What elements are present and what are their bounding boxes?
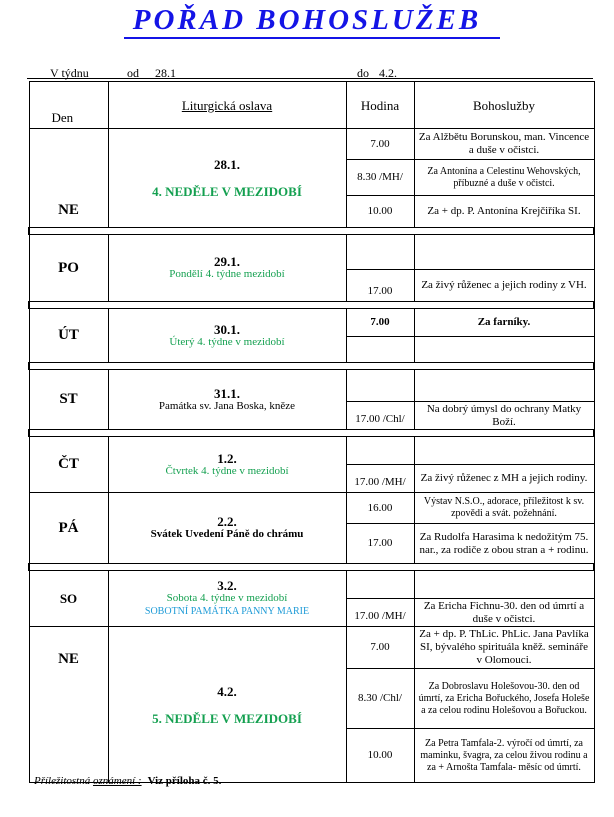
date: 31.1. (214, 385, 240, 401)
schedule-table (28, 81, 595, 783)
intention: Za + dp. P. ThLic. PhLic. Jana Pavlíka SI, bývalého spirituála kněž. semináře v Olomouci. (414, 627, 594, 669)
time: 17.00 /MH/ (346, 599, 414, 627)
intention: Za živý růženec a jejich rodiny z VH. (414, 270, 594, 302)
week-label: V týdnu (50, 66, 89, 80)
footer-label-prefix: Příležitostná (34, 775, 93, 787)
intention: Na dobrý úmysl do ochrany Matky Boží. (414, 402, 594, 430)
time: 17.00 /Chl/ (346, 402, 414, 430)
header-services: Bohoslužby (414, 82, 594, 129)
table-row (29, 627, 594, 669)
celebration-cell (108, 627, 346, 783)
header-row (29, 82, 594, 129)
celebration-cell (108, 437, 346, 493)
celebration-cell (108, 571, 346, 627)
intention: Za + dp. P. Antonína Krejčiříka SI. (414, 196, 594, 228)
celebration: Úterý 4. týdne v mezidobí (169, 335, 285, 348)
time: 16.00 (346, 493, 414, 524)
week-to-value: 4.2. (379, 66, 397, 80)
intention: Výstav N.S.O., adorace, příležitost k sv. zpovědi a svát. požehnání. (414, 493, 594, 524)
date: 30.1. (214, 321, 240, 337)
week-to-label: do (357, 66, 369, 80)
intention (414, 337, 594, 363)
time (346, 235, 414, 270)
intention: Za Antonína a Celestinu Wehovských, příbuzné a duše v očistci. (414, 160, 594, 196)
intention: Za Petra Tamfala-2. výročí od úmrtí, za maminku, švagra, za celou živou rodinu a za + Arnošta Tamfala- měsíc od úmrtí. (414, 729, 594, 783)
celebration: Sobota 4. týdne v mezidobí (166, 592, 288, 604)
celebration: 4. NEDĚLE V MEZIDOBÍ (152, 184, 302, 199)
date: 2.2. (217, 514, 237, 529)
time (346, 437, 414, 465)
page-title: POŘAD BOHOSLUŽEB (132, 4, 482, 36)
date: 1.2. (217, 450, 237, 466)
time: 17.00 (346, 270, 414, 302)
table-row (29, 309, 594, 337)
time: 8.30 /Chl/ (346, 669, 414, 729)
date: 4.2. (217, 683, 237, 699)
celebration-cell (108, 493, 346, 564)
celebration: Čtvrtek 4. týdne v mezidobí (165, 464, 289, 477)
intention: Za farníky. (414, 309, 594, 337)
week-from-label: od (127, 66, 139, 80)
celebration: Svátek Uvedení Páně do chrámu (150, 528, 304, 540)
week-from-value: 28.1 (155, 66, 176, 80)
celebration-cell (108, 129, 346, 228)
footer-label (34, 775, 142, 787)
date: 29.1. (214, 254, 240, 269)
table-row (29, 571, 594, 599)
date: 28.1. (214, 157, 240, 172)
celebration: 5. NEDĚLE V MEZIDOBÍ (152, 710, 302, 726)
intention (414, 235, 594, 270)
time: 17.00 (346, 524, 414, 564)
footer-label-underlined: oznámení : (92, 775, 142, 787)
table-row (29, 129, 594, 160)
day-name: SO (29, 571, 108, 627)
celebration-secondary: SOBOTNÍ PAMÁTKA PANNY MARIE (144, 606, 310, 617)
intention (414, 437, 594, 465)
intention (414, 370, 594, 402)
table-row (29, 493, 594, 524)
time: 7.00 (346, 309, 414, 337)
day-name: NE (29, 627, 108, 783)
intention: Za Alžbětu Borunskou, man. Vincence a duše v očistci. (414, 129, 594, 160)
celebration-cell (108, 370, 346, 430)
day-name: PÁ (29, 493, 108, 564)
day-name: ST (29, 370, 108, 430)
intention (414, 571, 594, 599)
time: 8.30 /MH/ (346, 160, 414, 196)
date: 3.2. (217, 578, 237, 593)
time: 17.00 /MH/ (346, 465, 414, 493)
intention: Za Rudolfa Harasima k nedožitým 75. nar., za rodiče z obou stran a + rodinu. (414, 524, 594, 564)
week-line (27, 78, 593, 79)
time (346, 337, 414, 363)
celebration-cell (108, 235, 346, 302)
celebration: Pondělí 4. týdne mezidobí (169, 268, 285, 280)
intention: Za Ericha Fichnu-30. den od úmrtí a duše v očistci. (414, 599, 594, 627)
table-row (29, 437, 594, 465)
day-name: NE (29, 129, 108, 228)
day-name: ÚT (29, 309, 108, 363)
intention: Za živý růženec z MH a jejich rodiny. (414, 465, 594, 493)
header-time: Hodina (346, 82, 414, 129)
time: 7.00 (346, 627, 414, 669)
day-name: ČT (29, 437, 108, 493)
day-name: PO (29, 235, 108, 302)
celebration-cell (108, 309, 346, 363)
footer-value: Viz příloha č. 5. (147, 775, 222, 787)
time: 7.00 (346, 129, 414, 160)
time (346, 571, 414, 599)
footer-note (34, 775, 221, 787)
table-row (29, 235, 594, 270)
intention: Za Dobroslavu Holešovou-30. den od úmrtí, za Ericha Bořuckého, Josefa Holeše a za celou rodinu Holešovou a Bořuckou. (414, 669, 594, 729)
time (346, 370, 414, 402)
time: 10.00 (346, 729, 414, 783)
table-row (29, 370, 594, 402)
header-celebration: Liturgická oslava (108, 82, 346, 129)
celebration: Památka sv. Jana Boska, kněze (158, 399, 296, 412)
header-day: Den (29, 82, 108, 129)
time: 10.00 (346, 196, 414, 228)
title-underline (124, 37, 500, 39)
